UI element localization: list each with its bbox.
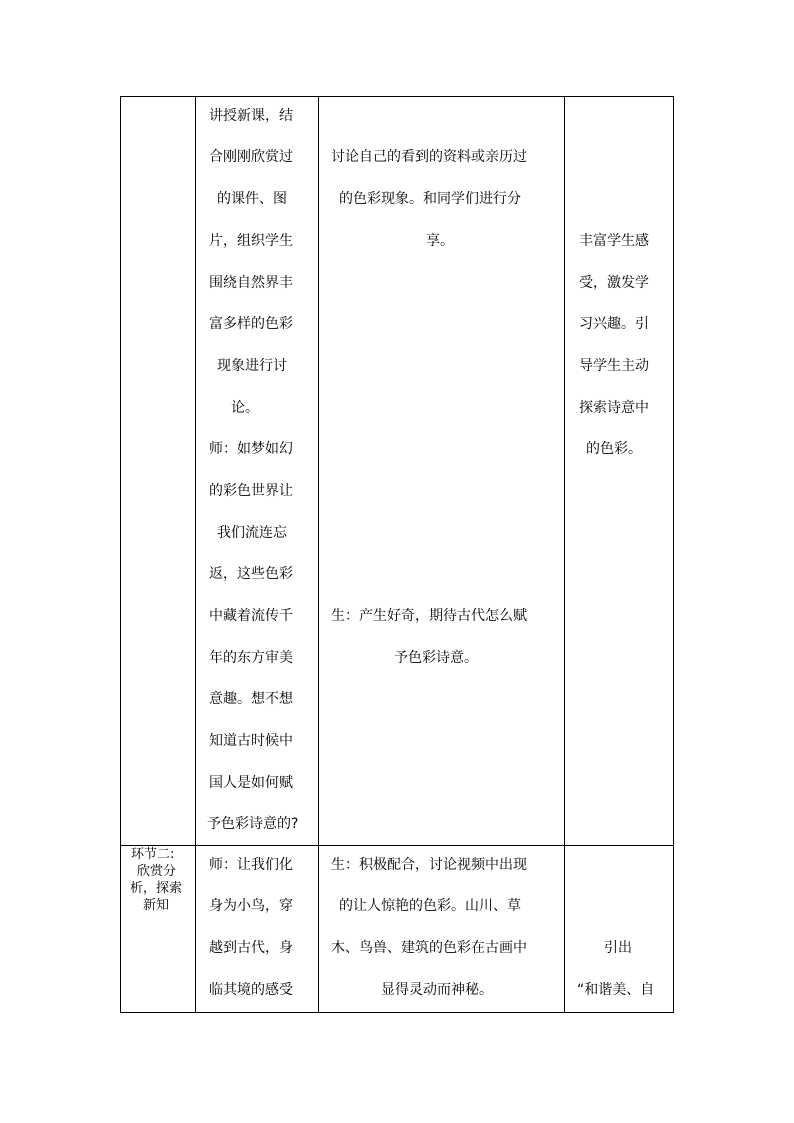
row2-teacher-activity-cell bbox=[196, 846, 318, 1012]
row2-design-intent-cell bbox=[565, 846, 673, 1012]
text-line: 的色彩现象。和同学们进行分 bbox=[339, 191, 521, 207]
text-line: 片，组织学生 bbox=[209, 233, 293, 249]
text-line: 的让人惊艳的色彩。山川、草 bbox=[339, 898, 521, 914]
text-line: 习兴趣。引 bbox=[579, 316, 649, 332]
stage-label-line: 环节二: bbox=[131, 847, 175, 862]
row1-teacher-activity-cell bbox=[196, 97, 318, 845]
text-line: 探索诗意中 bbox=[579, 400, 649, 416]
row2-stage-cell bbox=[121, 846, 195, 1012]
stage-label-line: 欣赏分 bbox=[137, 864, 177, 879]
text-line: 予色彩诗意的? bbox=[207, 816, 299, 832]
row1-student-activity-cell bbox=[319, 97, 564, 845]
text-line: 讲授新课，结 bbox=[209, 108, 293, 124]
text-line: 的课件、图 bbox=[217, 191, 287, 207]
text-line: 引出 bbox=[604, 940, 632, 956]
text-line: 中藏着流传千 bbox=[209, 608, 293, 624]
text-line: “和谐美、自 bbox=[577, 982, 655, 998]
text-line: 受，激发学 bbox=[579, 275, 649, 291]
text-line: 身为小鸟，穿 bbox=[209, 898, 293, 914]
text-line: 讨论自己的看到的资料或亲历过 bbox=[331, 149, 527, 165]
text-line: 临其境的感受 bbox=[209, 982, 293, 998]
text-line: 年的东方审美 bbox=[209, 650, 293, 666]
text-line: 的色彩。 bbox=[586, 441, 642, 457]
text-line: 现象进行讨 bbox=[217, 358, 287, 374]
text-line: 返，这些色彩 bbox=[209, 566, 293, 582]
row1-design-intent-cell bbox=[565, 97, 673, 845]
stage-label-line: 新知 bbox=[143, 898, 170, 913]
row2-student-activity-cell bbox=[319, 846, 564, 1012]
text-line: 意趣。想不想 bbox=[209, 691, 293, 707]
lesson-plan-table bbox=[120, 96, 674, 1013]
text-line: 师：让我们化 bbox=[209, 857, 293, 873]
text-line: 师：如梦如幻 bbox=[209, 441, 293, 457]
text-line: 显得灵动而神秘。 bbox=[381, 982, 493, 998]
text-line: 我们流连忘 bbox=[217, 525, 287, 541]
text-line: 生：产生好奇，期待古代怎么赋 bbox=[331, 608, 527, 624]
text-line: 导学生主动 bbox=[579, 358, 649, 374]
text-line: 知道古时候中 bbox=[209, 733, 293, 749]
text-line: 国人是如何赋 bbox=[209, 775, 293, 791]
text-line: 论。 bbox=[231, 400, 259, 416]
text-line: 享。 bbox=[426, 233, 454, 249]
text-line: 予色彩诗意。 bbox=[394, 650, 478, 666]
text-line: 生：积极配合，讨论视频中出现 bbox=[331, 857, 527, 873]
text-line: 合刚刚欣赏过 bbox=[209, 149, 293, 165]
text-line: 的彩色世界让 bbox=[209, 483, 293, 499]
text-line: 木、鸟兽、建筑的色彩在古画中 bbox=[331, 940, 527, 956]
text-line: 围绕自然界丰 bbox=[209, 275, 293, 291]
text-line: 丰富学生感 bbox=[579, 233, 649, 249]
text-line: 越到古代，身 bbox=[209, 940, 293, 956]
text-line: 富多样的色彩 bbox=[209, 316, 293, 332]
stage-label-line: 析，探索 bbox=[130, 881, 183, 896]
